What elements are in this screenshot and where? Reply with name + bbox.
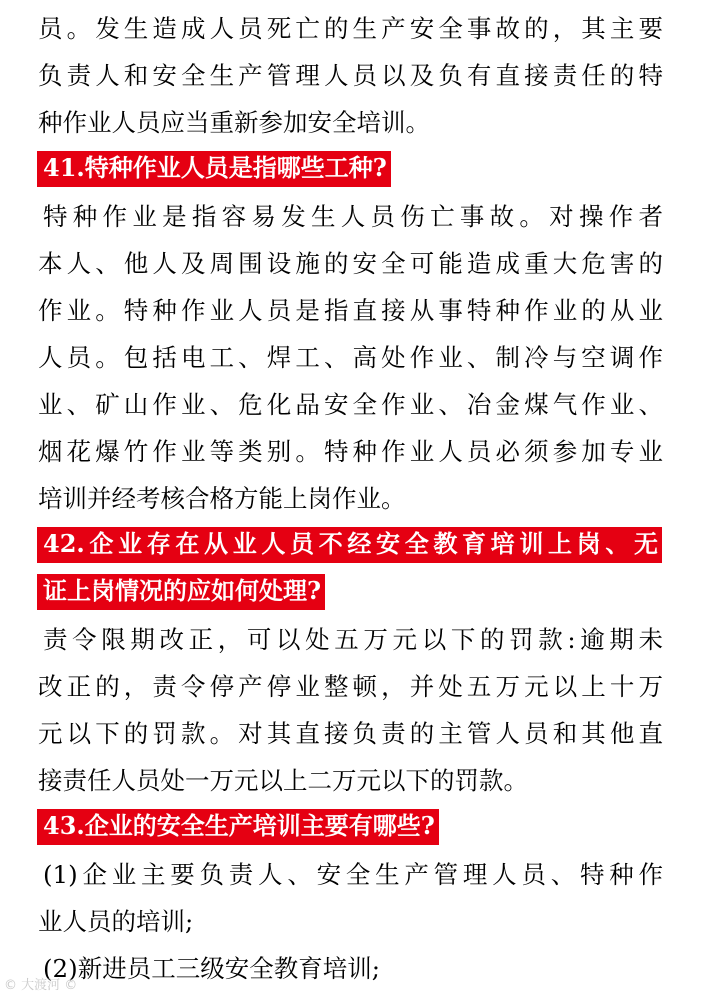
answer-line: 元以下的罚款。对其直接负责的主管人员和其他直: [38, 719, 663, 748]
watermark: © 大渡河 ©: [4, 978, 78, 993]
answer-line: (1)企业主要负责人、安全生产管理人员、特种作: [43, 860, 663, 889]
answer-line: 特种作业是指容易发生人员伤亡事故。对操作者: [43, 202, 663, 231]
answer-line: 业、矿山作业、危化品安全作业、冶金煤气作业、: [38, 390, 663, 419]
text-line: 负责人和安全生产管理人员以及负有直接责任的特: [38, 61, 663, 90]
text-line: 员。发生造成人员死亡的生产安全事故的，其主要: [38, 14, 663, 43]
text-line: 种作业人员应当重新参加安全培训。: [38, 108, 430, 137]
answer-line: 烟花爆竹作业等类别。特种作业人员必须参加专业: [38, 437, 663, 466]
answer-line: 人员。包括电工、焊工、高处作业、制冷与空调作: [38, 343, 663, 372]
question-heading-43: 43.企业的安全生产培训主要有哪些?: [37, 809, 439, 845]
question-heading-42-line2: 证上岗情况的应如何处理?: [37, 574, 325, 610]
answer-line: 作业。特种作业人员是指直接从事特种作业的从业: [38, 296, 663, 325]
answer-line: (2)新进员工三级安全教育培训;: [43, 954, 380, 983]
question-heading-41: 41.特种作业人员是指哪些工种?: [37, 151, 391, 187]
answer-line: 责令限期改正，可以处五万元以下的罚款:逾期未: [43, 625, 663, 654]
answer-line: 改正的，责令停产停业整顿，并处五万元以上十万: [38, 672, 663, 701]
answer-line: 业人员的培训;: [38, 907, 194, 936]
answer-line: 接责任人员处一万元以上二万元以下的罚款。: [38, 766, 528, 795]
answer-line: 本人、他人及周围设施的安全可能造成重大危害的: [38, 249, 663, 278]
answer-line: 培训并经考核合格方能上岗作业。: [38, 484, 406, 513]
question-heading-42-line1: 42.企业存在从业人员不经安全教育培训上岗、无: [37, 527, 662, 563]
